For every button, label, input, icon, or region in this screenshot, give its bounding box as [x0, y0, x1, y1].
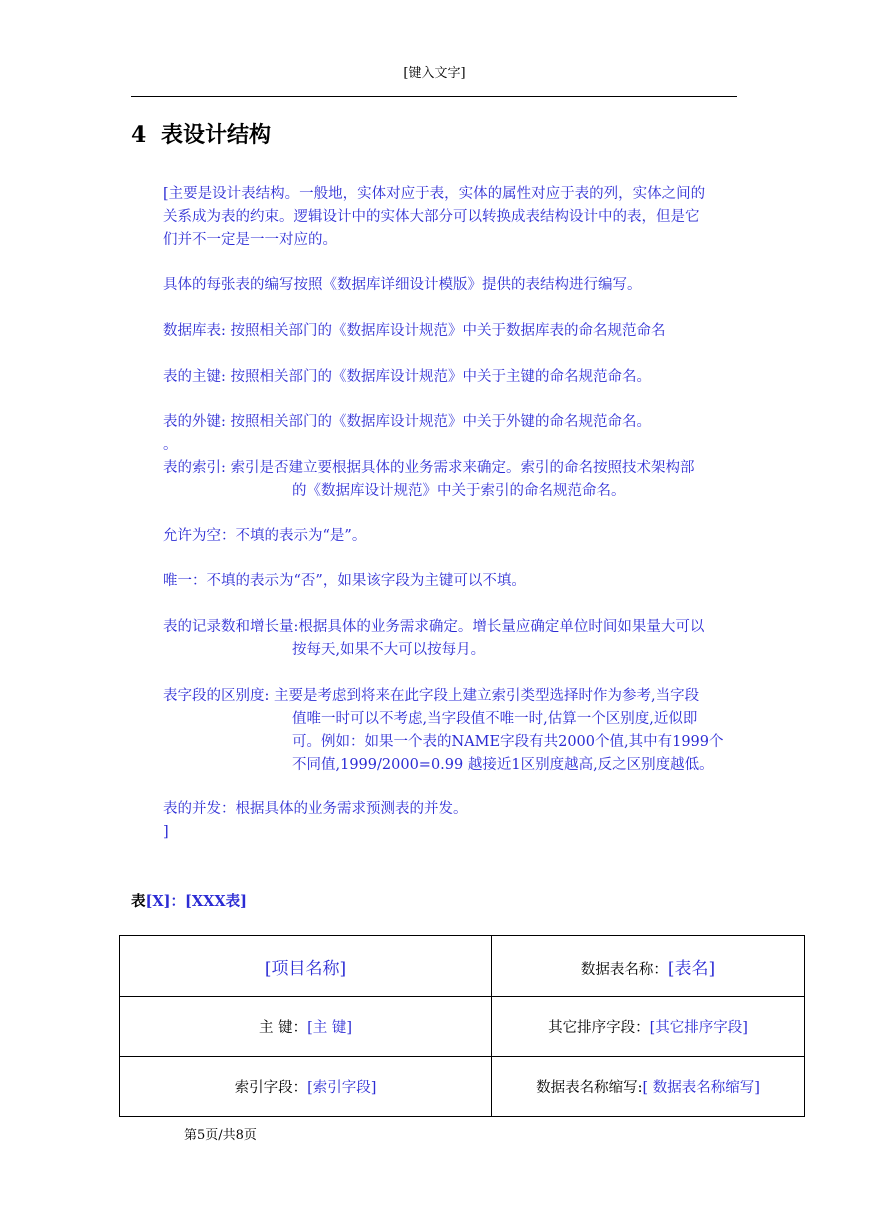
concurrency-rule: 表的并发：根据具体的业务需求预测表的并发。	[163, 801, 468, 817]
index-field-label: 索引字段：	[234, 1080, 308, 1096]
project-name-value: [项目名称]	[264, 958, 347, 979]
primary-key-cell	[120, 997, 492, 1057]
intro-line-1: [主要是设计表结构。一般地，实体对应于表，实体的属性对应于表的列，实体之间的	[163, 186, 706, 202]
table-row	[120, 936, 805, 997]
index-rule-line-1: 表的索引: 索引是否建立要根据具体的业务需求来确定。索引的命名按照技术架构部	[163, 460, 695, 476]
distinct-rule-line-1: 表字段的区别度: 主要是考虑到将来在此字段上建立索引类型选择时作为参考,当字段	[163, 688, 700, 704]
table-abbr-cell	[492, 1057, 805, 1117]
table-abbr-label: 数据表名称缩写:	[536, 1080, 643, 1096]
table-name-label: 数据表名称：	[580, 961, 668, 978]
index-field-cell	[120, 1057, 492, 1117]
distinct-rule-line-3: 可。例如：如果一个表的NAME字段有共2000个值,其中有1999个	[292, 734, 724, 750]
primary-key-value: [主 键]	[307, 1020, 353, 1036]
table-row	[120, 1057, 805, 1117]
records-rule-line-2: 按每天,如果不大可以按每月。	[292, 642, 486, 658]
index-rule-line-2: 的《数据库设计规范》中关于索引的命名规范命名。	[292, 483, 626, 499]
other-sort-label: 其它排序字段：	[548, 1020, 650, 1036]
project-name-cell	[120, 936, 492, 997]
foreign-key-rule: 表的外键: 按照相关部门的《数据库设计规范》中关于外键的命名规范命名。	[163, 414, 651, 430]
table-abbr-value: [ 数据表名称缩写]	[642, 1080, 760, 1096]
table-info-grid	[119, 935, 805, 1117]
intro-line-2: 关系成为表的约束。逻辑设计中的实体大部分可以转换成表结构设计中的表，但是它	[163, 209, 700, 225]
section-heading	[131, 118, 271, 149]
header-divider	[131, 96, 737, 97]
primary-key-label: 主 键：	[258, 1020, 308, 1036]
index-field-value: [索引字段]	[307, 1080, 377, 1096]
unique-rule: 唯一：不填的表示为“否”，如果该字段为主键可以不填。	[163, 573, 526, 589]
distinct-rule-line-4: 不同值,1999/2000=0.99 越接近1区别度越高,反之区别度越低。	[292, 757, 714, 773]
other-sort-value: [其它排序字段]	[649, 1020, 748, 1036]
page-footer: 第5页/共8页	[184, 1128, 257, 1143]
closing-bracket: ]	[163, 824, 169, 840]
nullable-rule: 允许为空：不填的表示为“是”。	[163, 528, 367, 544]
db-table-rule: 数据库表: 按照相关部门的《数据库设计规范》中关于数据库表的命名规范命名	[163, 323, 666, 339]
table-name-value: [表名]	[667, 958, 716, 979]
primary-key-rule: 表的主键: 按照相关部门的《数据库设计规范》中关于主键的命名规范命名。	[163, 369, 651, 385]
table-row	[120, 997, 805, 1057]
table-name-cell	[492, 936, 805, 997]
table-caption	[131, 890, 247, 911]
stray-period: 。	[163, 437, 178, 453]
template-note: 具体的每张表的编写按照《数据库详细设计模版》提供的表结构进行编写。	[163, 277, 642, 293]
section-title: 表设计结构	[161, 122, 272, 148]
distinct-rule-line-2: 值唯一时可以不考虑,当字段值不唯一时,估算一个区别度,近似即	[292, 711, 698, 727]
section-number: 4	[131, 122, 147, 148]
table-caption-prefix: 表	[131, 893, 146, 910]
table-caption-label: [X]：[XXX表]	[145, 893, 247, 910]
other-sort-cell	[492, 997, 805, 1057]
intro-line-3: 们并不一定是一一对应的。	[163, 232, 337, 248]
page-header: [键入文字]	[403, 66, 466, 81]
records-rule-line-1: 表的记录数和增长量:根据具体的业务需求确定。增长量应确定单位时间如果量大可以	[163, 619, 705, 635]
